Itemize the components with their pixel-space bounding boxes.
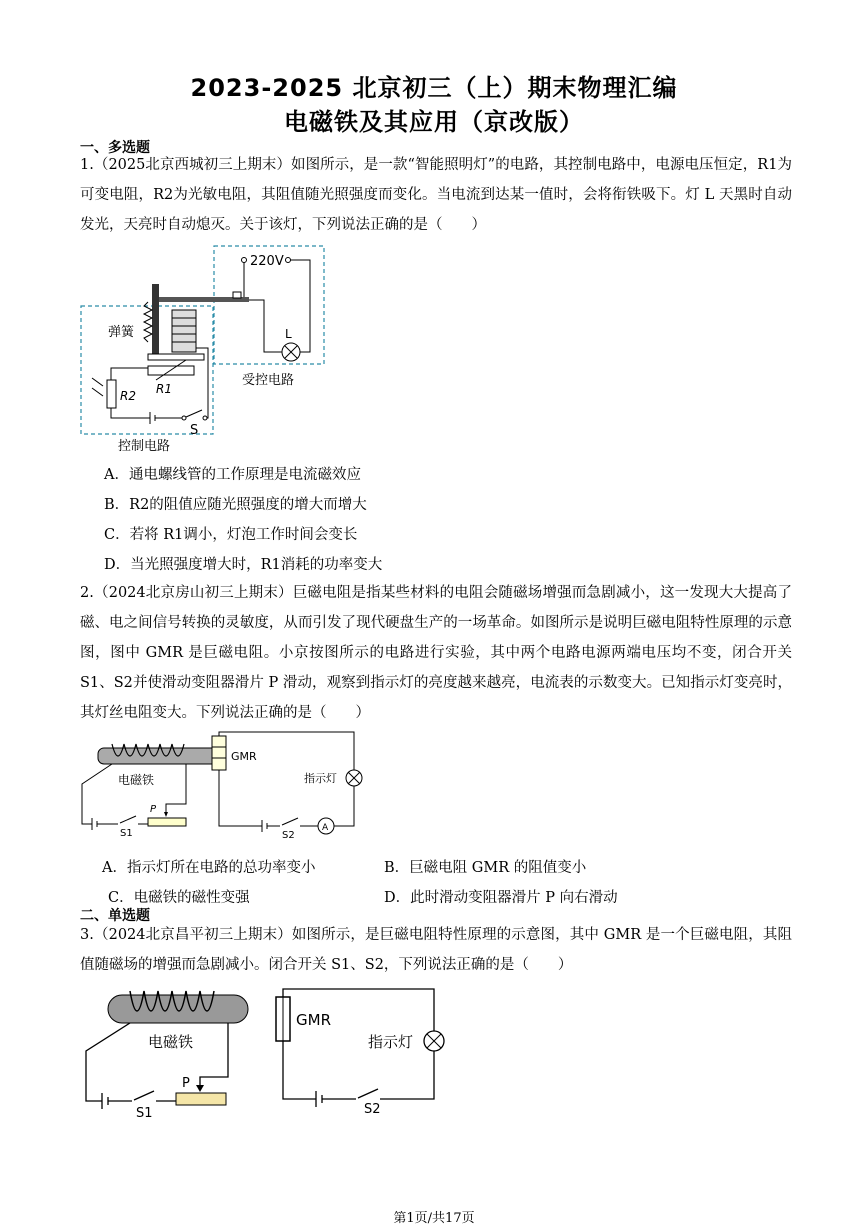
q2-option-c: C．电磁铁的磁性变强 [108,890,250,906]
r2-label: R2 [120,389,136,403]
support-post [152,284,159,356]
s2-label: S2 [364,1102,381,1117]
magnet-label: 电磁铁 [118,773,155,787]
s1-label: S1 [120,828,133,839]
slider-p [164,812,168,817]
q1-option-d: D．当光照强度增大时，R1消耗的功率变大 [104,557,383,573]
magnet-label: 电磁铁 [148,1033,194,1051]
controlled-circuit-label: 受控电路 [242,373,295,388]
s1-label: S1 [136,1106,153,1120]
q1-option-c: C．若将 R1调小，灯泡工作时间会变长 [104,527,358,543]
question-2-stem: 2.（2024北京房山初三上期末）巨磁电阻是指某些材料的电阻会随磁场增强而急剧减小，这一发现大大提高了磁、电之间信号转换的灵敏度，从而引发了现代硬盘生产的一场革命。如图所示是说明巨磁电阻特性原理的示意图，图中 GMR 是巨磁电阻。小京按图所示的电路进行实验，其中两个电路电源两端电压均不变，闭合开关 S1、S2并使滑动变阻器滑片 P 滑动，观察到指示灯的亮度越来越亮，电流表的示数变大。已知指示灯变亮时，其灯丝电阻变大。下列说法正确的是（ ） [80,585,792,721]
switch-s2 [282,818,298,825]
q1-option-b: B．R2的阻值应随光照强度的增大而增大 [104,497,367,513]
switch-s2 [358,1089,378,1098]
gmr-label: GMR [296,1011,331,1029]
r2-resistor [107,380,116,408]
gmr-label: GMR [231,750,257,763]
electromagnet-core [108,995,248,1023]
s2-label: S2 [282,830,295,841]
spring-label: 弹簧 [108,325,135,340]
question-3-stem: 3.（2024北京昌平初三上期末）如图所示，是巨磁电阻特性原理的示意图，其中 GMR 是一个巨磁电阻，其阻值随磁场的增强而急剧减小。闭合开关 S1、S2，下列说法正确的是（ ） [80,927,792,973]
question-2-figure [78,728,368,843]
question-1-figure [78,240,338,455]
slider-p [196,1085,204,1092]
q1-option-a: A．通电螺线管的工作原理是电流磁效应 [104,467,361,483]
electromagnet-core [98,748,220,764]
q2-option-a: A．指示灯所在电路的总功率变小 [102,860,316,876]
rheostat [176,1093,226,1105]
coil-icon [172,310,196,352]
p-label: P [182,1076,190,1091]
page-subtitle: 电磁铁及其应用（京改版） [284,108,584,136]
switch-s1 [120,816,136,823]
question-1-stem: 1.（2025北京西城初三上期末）如图所示，是一款“智能照明灯”的电路，其控制电路中，电源电压恒定，R1为可变电阻，R2为光敏电阻，其阻值随光照强度而变化。当电流到达某一值时，会将衔铁吸下。灯 L 天黑时自动发光，天亮时自动熄灭。关于该灯，下列说法正确的是（ ） [80,157,792,233]
spring-icon [144,302,152,342]
rheostat [148,818,186,826]
switch-s [186,410,202,417]
lamp-label: L [285,327,292,341]
q2-option-d: D．此时滑动变阻器滑片 P 向右滑动 [384,890,618,906]
ammeter-label: A [322,823,329,833]
section-heading-single: 二、单选题 [80,908,150,924]
page-title: 2023-2025 北京初三（上）期末物理汇编 [190,74,678,102]
switch-s1 [134,1091,154,1100]
r1-label: R1 [156,382,172,396]
q2-option-b: B．巨磁电阻 GMR 的阻值变小 [384,860,587,876]
section-heading-multi: 一、多选题 [80,140,150,156]
lamp-label: 指示灯 [368,1033,414,1051]
question-3-figure [78,985,448,1120]
page-footer: 第1页/共17页 [393,1211,475,1226]
control-circuit-label: 控制电路 [118,439,171,454]
lamp-label: 指示灯 [304,772,337,785]
gmr-resistor [212,736,226,770]
switch-s-label: S [190,423,199,438]
source-label: 220V [250,254,284,269]
p-label: P [150,804,157,815]
